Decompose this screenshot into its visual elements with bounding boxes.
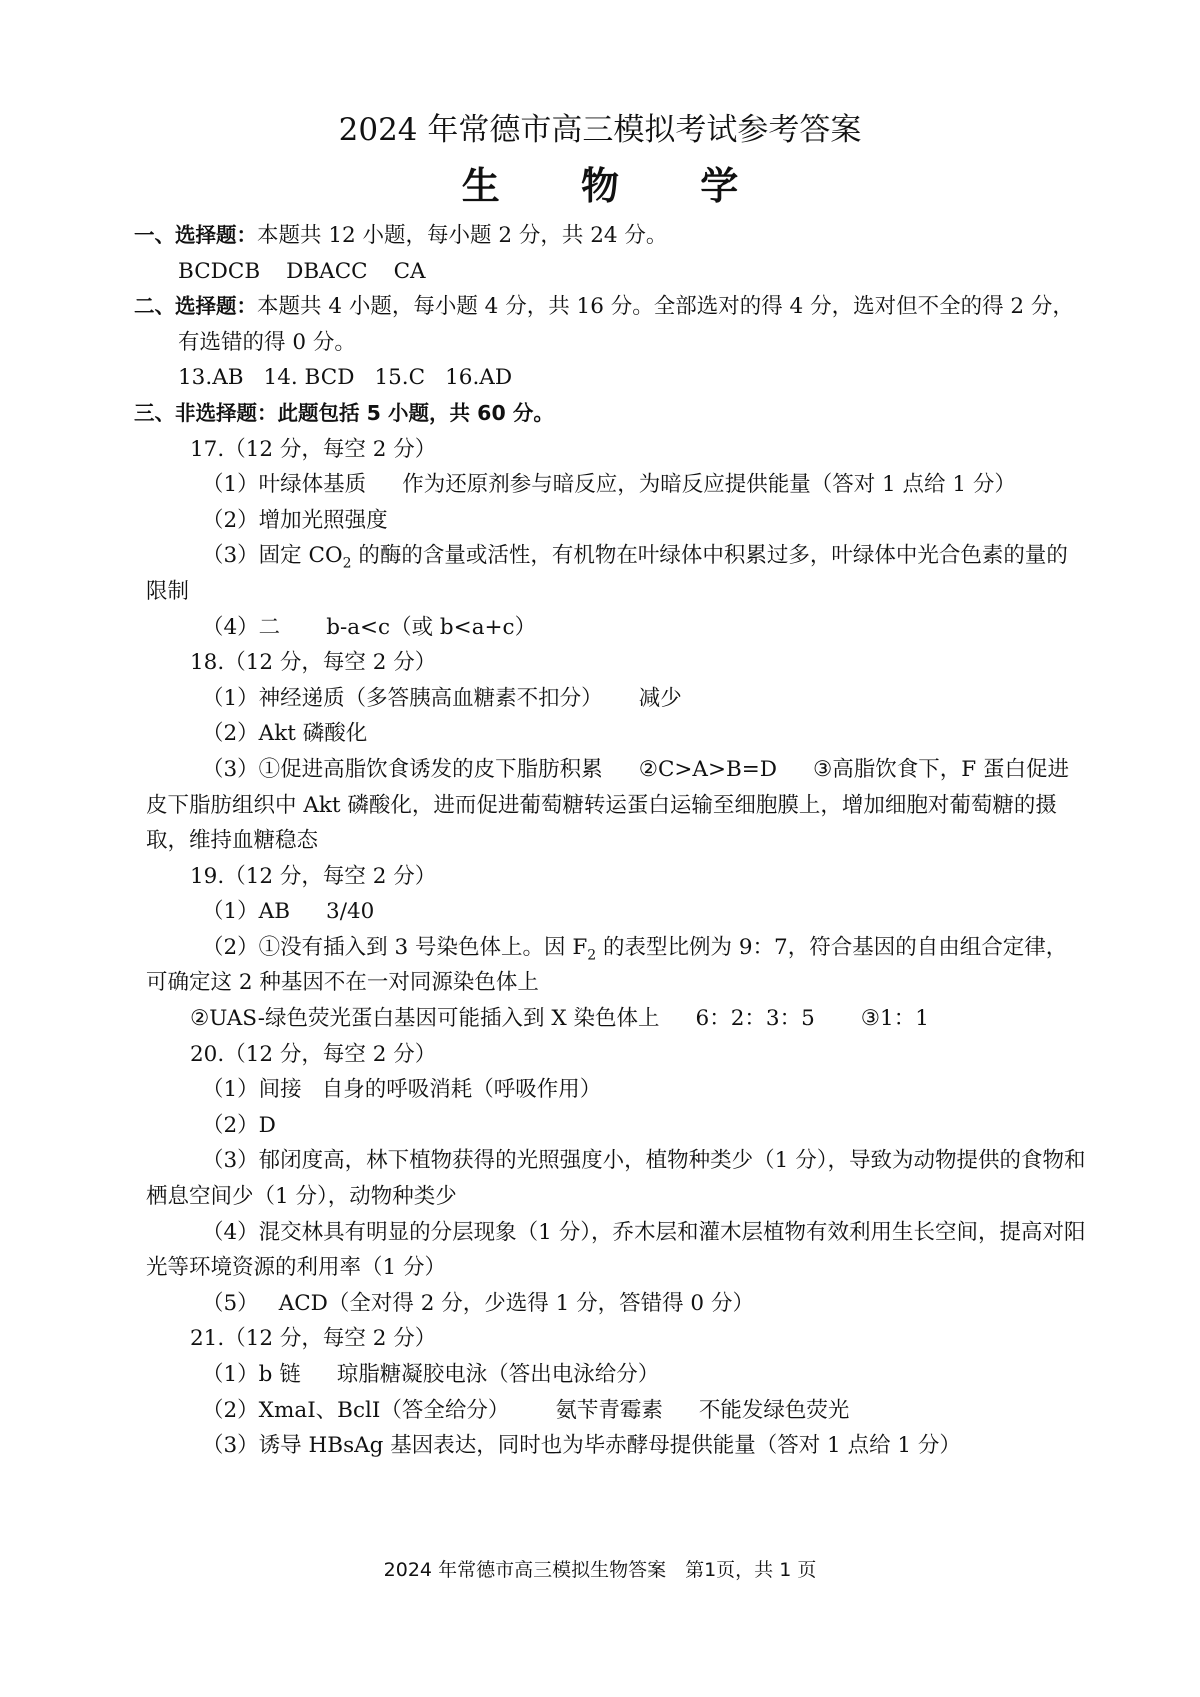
- section-3-heading: 三、非选择题：此题包括 5 小题，共 60 分。: [134, 400, 554, 425]
- q20-a1-part2: 自身的呼吸消耗（呼吸作用）: [321, 1077, 602, 1103]
- q19-a1-part2: 3/40: [326, 899, 375, 925]
- q17-a3-sub: 2: [342, 555, 352, 572]
- section-1-answers: [134, 254, 1086, 290]
- q19-a2-pre: （2）①没有插入到 3 号染色体上。因 F: [202, 934, 588, 960]
- q18-answer-3: [146, 752, 1086, 859]
- q21-answer-3: （3）诱导 HBsAg 基因表达，同时也为毕赤酵母提供能量（答对 1 点给 1 分）: [202, 1433, 961, 1459]
- answer-body: [134, 218, 1086, 1464]
- section-2-answers: [134, 360, 1086, 396]
- q20-a5-part1: （5）: [202, 1290, 259, 1316]
- q19-answer-2: [146, 930, 1086, 1001]
- q17-answer-1: [146, 467, 1086, 503]
- section-2-desc: 本题共 4 小题，每小题 4 分，共 16 分。全部选对的得 4 分，选对但不全的得 2 分，有选错的得 0 分。: [178, 294, 1074, 355]
- page-title: 2024 年常德市高三模拟考试参考答案: [338, 112, 862, 148]
- q20-answer-2: （2）D: [202, 1112, 276, 1138]
- q20-a5-part2: ACD（全对得 2 分，少选得 1 分，答错得 0 分）: [278, 1290, 754, 1316]
- q17-answer-4: [146, 610, 1086, 646]
- section-1-desc: 本题共 12 小题，每小题 2 分，共 24 分。: [257, 223, 668, 248]
- q18-a3-part3: ③高脂饮食下，F 蛋白促进皮下脂肪组织中 Akt 磷酸化，进而促进葡萄糖转运蛋白运输至细胞膜上，增加细胞对葡萄糖的摄取，维持血糖稳态: [146, 756, 1070, 854]
- q21-a1-part1: （1）b 链: [202, 1362, 301, 1387]
- page-footer: 2024 年常德市高三模拟生物答案 第1页，共 1 页: [383, 1559, 817, 1581]
- answer-group-1: BCDCB: [178, 258, 261, 284]
- answer-13: 13.AB: [178, 365, 244, 391]
- q21-answer-1: [146, 1357, 1086, 1393]
- question-18-head: 18.（12 分，每空 2 分）: [190, 650, 437, 676]
- question-21-head: 21.（12 分，每空 2 分）: [190, 1326, 437, 1352]
- answer-14: 14. BCD: [263, 365, 355, 391]
- q20-answer-5: [146, 1286, 1086, 1322]
- q17-a3-pre: （3）固定 CO: [202, 543, 343, 569]
- question-20-head: 20.（12 分，每空 2 分）: [190, 1041, 437, 1067]
- section-1-header: [134, 218, 1086, 254]
- q17-a1-part1: （1）叶绿体基质: [202, 472, 367, 498]
- q18-answer-1: [146, 681, 1086, 717]
- q17-answer-2: （2）增加光照强度: [202, 507, 388, 533]
- q18-a1-part1: （1）神经递质（多答胰高血糖素不扣分）: [202, 685, 603, 711]
- q18-a3-part2: ②C>A>B=D: [638, 756, 778, 782]
- section-3-header: [134, 396, 1086, 432]
- q19-a2b-text: ②UAS-绿色荧光蛋白基因可能插入到 X 染色体上: [190, 1006, 660, 1032]
- q20-a1-part1: （1）间接: [202, 1077, 302, 1103]
- q19-a2-sub: 2: [587, 947, 597, 964]
- q17-a3-post: 的酶的含量或活性，有机物在叶绿体中积累过多，叶绿体中光合色素的量的限制: [146, 543, 1068, 604]
- section-1-heading: 一、选择题：: [134, 223, 257, 247]
- answer-group-3: CA: [393, 258, 426, 284]
- section-2-header: [134, 289, 1086, 360]
- answer-16: 16.AD: [445, 365, 513, 391]
- q17-a4-part1: （4）二: [202, 614, 281, 640]
- q21-a1-part2: 琼脂糖凝胶电泳（答出电泳给分）: [336, 1362, 660, 1387]
- q18-answer-2: （2）Akt 磷酸化: [202, 721, 368, 747]
- q19-a2d-ratio: ③1：1: [860, 1006, 929, 1032]
- q21-answer-2: [146, 1393, 1086, 1429]
- q18-a3-part1: （3）①促进高脂饮食诱发的皮下脂肪积累: [202, 756, 603, 782]
- q17-a1-part2: 作为还原剂参与暗反应，为暗反应提供能量（答对 1 点给 1 分）: [402, 472, 1016, 498]
- q20-answer-3: （3）郁闭度高，林下植物获得的光照强度小，植物种类少（1 分），导致为动物提供的食物和栖息空间少（1 分），动物种类少: [146, 1148, 1086, 1210]
- q17-a4-part2: b-a<c（或 b<a+c）: [326, 614, 537, 640]
- q18-a1-part2: 减少: [638, 685, 682, 711]
- answer-15: 15.C: [374, 365, 426, 391]
- section-2-heading: 二、选择题：: [134, 294, 257, 319]
- q19-a1-part1: （1）AB: [202, 899, 291, 925]
- q19-answer-2b: [146, 1001, 1086, 1037]
- question-17-head: 17.（12 分，每空 2 分）: [190, 436, 437, 462]
- q20-answer-1: [146, 1072, 1086, 1108]
- q21-a2-part1: （2）XmaI、BclI（答全给分）: [202, 1397, 510, 1423]
- q20-answer-4: （4）混交林具有明显的分层现象（1 分），乔木层和灌木层植物有效利用生长空间，提高对阳光等环境资源的利用率（1 分）: [146, 1219, 1086, 1281]
- question-19-head: 19.（12 分，每空 2 分）: [190, 863, 437, 889]
- q19-a2-post: 的表型比例为 9：7，符合基因的自由组合定律，可确定这 2 种基因不在一对同源染色体上: [146, 934, 1068, 996]
- q19-a2c-ratio: 6：2：3：5: [695, 1006, 815, 1032]
- q19-answer-1: [146, 894, 1086, 930]
- answer-group-2: DBACC: [286, 258, 368, 284]
- q17-answer-3: [146, 538, 1086, 609]
- q21-a2-part2: 氨苄青霉素: [555, 1397, 663, 1423]
- subject-title: 生 物 学: [461, 164, 773, 208]
- q21-a2-part3: 不能发绿色荧光: [698, 1397, 850, 1423]
